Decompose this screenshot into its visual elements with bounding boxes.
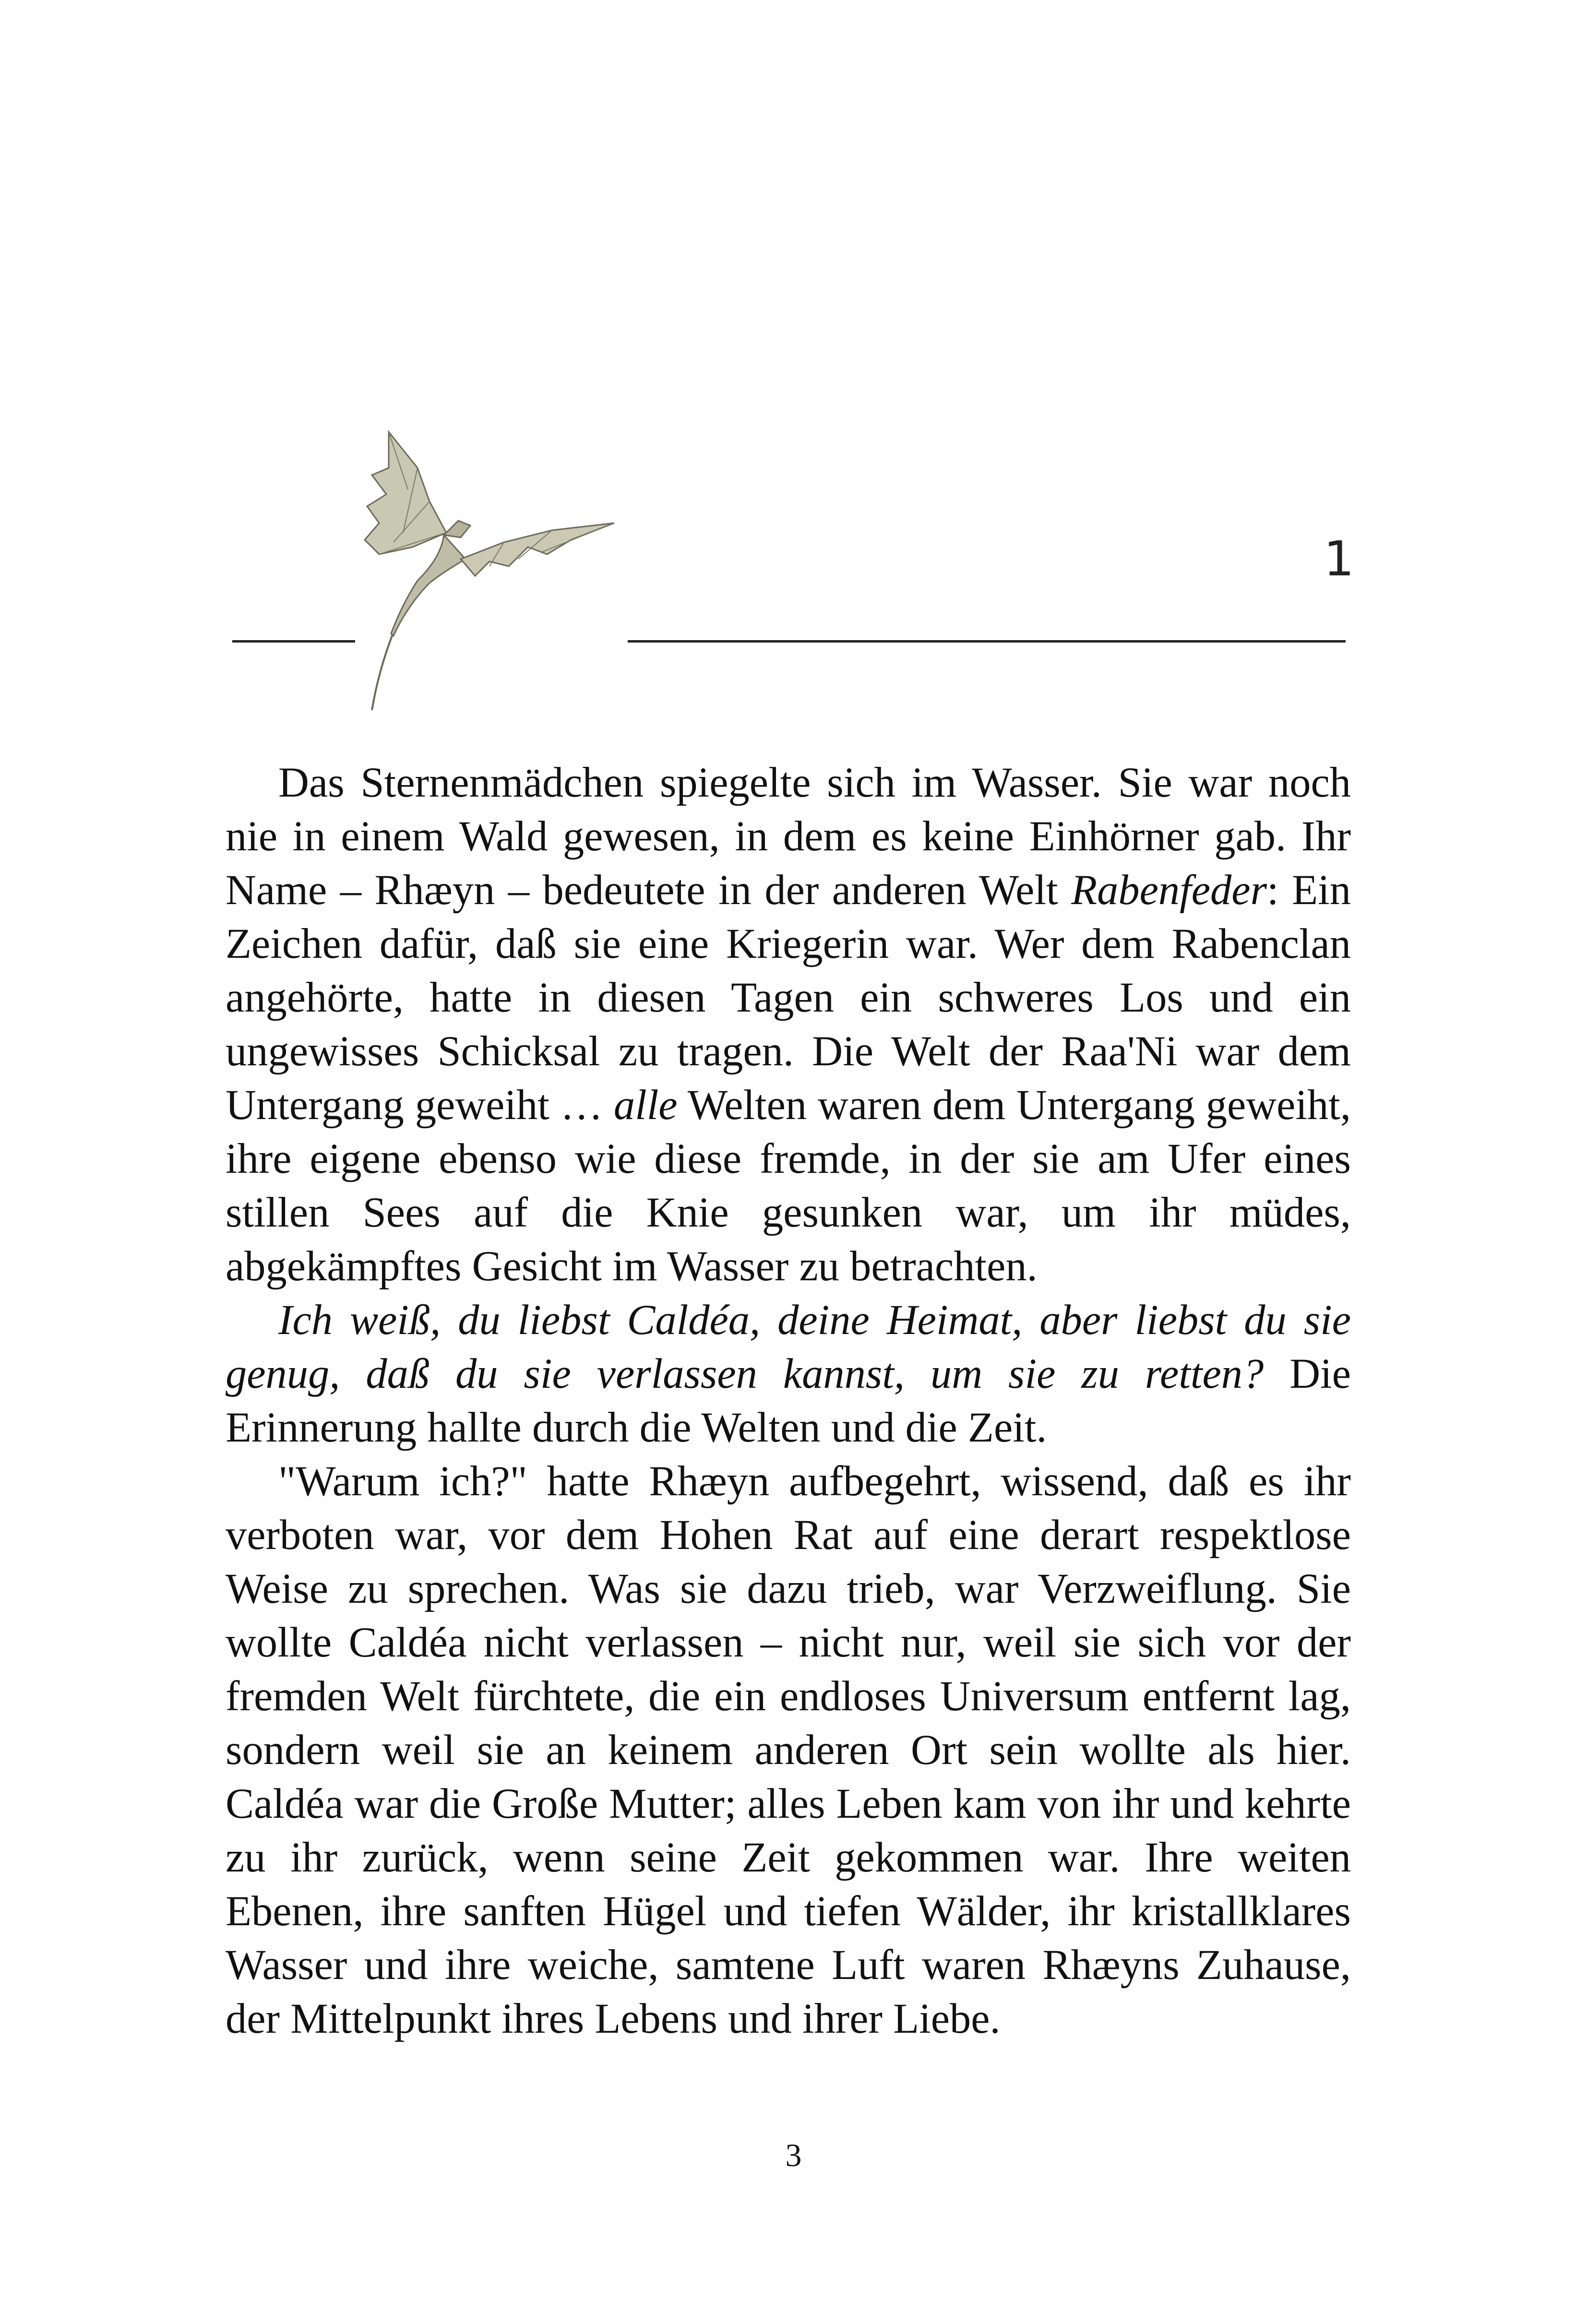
- dragon-illustration-icon: [346, 422, 633, 720]
- italic-text-segment: Rabenfeder: [1071, 867, 1267, 914]
- text-segment: "Warum ich?" hatte Rhæyn aufbegehrt, wissend, daß es ihr verboten war, vor dem Hohen Rat auf eine derart respektlose Weise zu sprechen. Was sie dazu trieb, war Verzweiflung. Sie wollte Caldéa nicht verlassen – nicht nur, weil sie sich vor der fremden Welt fürchtete, die ein endloses Universum entfernt lag, sondern weil sie an keinem anderen Ort sein wollte als hier. Caldéa war die Große Mutter; alles Leben kam von ihr und kehrte zu ihr zurück, wenn seine Zeit gekommen war. Ihre weiten Ebenen, ihre sanften Hügel und tiefen Wälder, ihr kristallklares Wasser und ihre weiche, samtene Luft waren Rhæyns Zuhause, der Mittelpunkt ihres Lebens und ihrer Liebe.: [226, 1458, 1351, 2042]
- text-segment: Die Erinnerung hallte durch die Welten und die Zeit.: [226, 1350, 1351, 1451]
- chapter-header: [0, 0, 1587, 744]
- header-rule-right: [628, 640, 1346, 643]
- italic-text-segment: alle: [613, 1082, 678, 1129]
- dragon-body: [391, 535, 465, 636]
- dragon-wing: [365, 432, 446, 554]
- header-rule-left: [232, 640, 355, 643]
- text-segment: : Ein Zeichen dafür, daß sie eine Kriegerin war. Wer dem Rabenclan angehörte, hatte in diesen Tagen ein schweres Los und ein ungewisses Schicksal zu tragen. Die Welt der Raa'Ni war dem Untergang geweiht …: [226, 867, 1351, 1129]
- paragraph: [226, 1454, 1351, 2046]
- dragon-lower-wing: [461, 523, 614, 576]
- italic-text-segment: Ich weiß, du liebst Caldéa, deine Heimat, aber liebst du sie genug, daß du sie verlassen kannst, um sie zu retten?: [226, 1297, 1351, 1397]
- paragraph: [226, 1293, 1351, 1454]
- paragraph: [226, 756, 1351, 1293]
- text-segment: Das Sternenmädchen spiegelte sich im Wasser. Sie war noch nie in einem Wald gewesen, in dem es keine Einhörner gab. Ihr Name – Rhæyn – bedeutete in der anderen Welt: [226, 759, 1351, 914]
- text-segment: Welten waren dem Untergang geweiht, ihre eigene ebenso wie diese fremde, in der sie am Ufer eines stillen Sees auf die Knie gesunken war, um ihr müdes, abgekämpftes Gesicht im Wasser zu betrachten.: [226, 1082, 1351, 1290]
- chapter-number: 1: [1324, 531, 1354, 587]
- body-text: [226, 756, 1351, 2046]
- dragon-tail: [372, 634, 393, 710]
- page-number: 3: [785, 2137, 802, 2173]
